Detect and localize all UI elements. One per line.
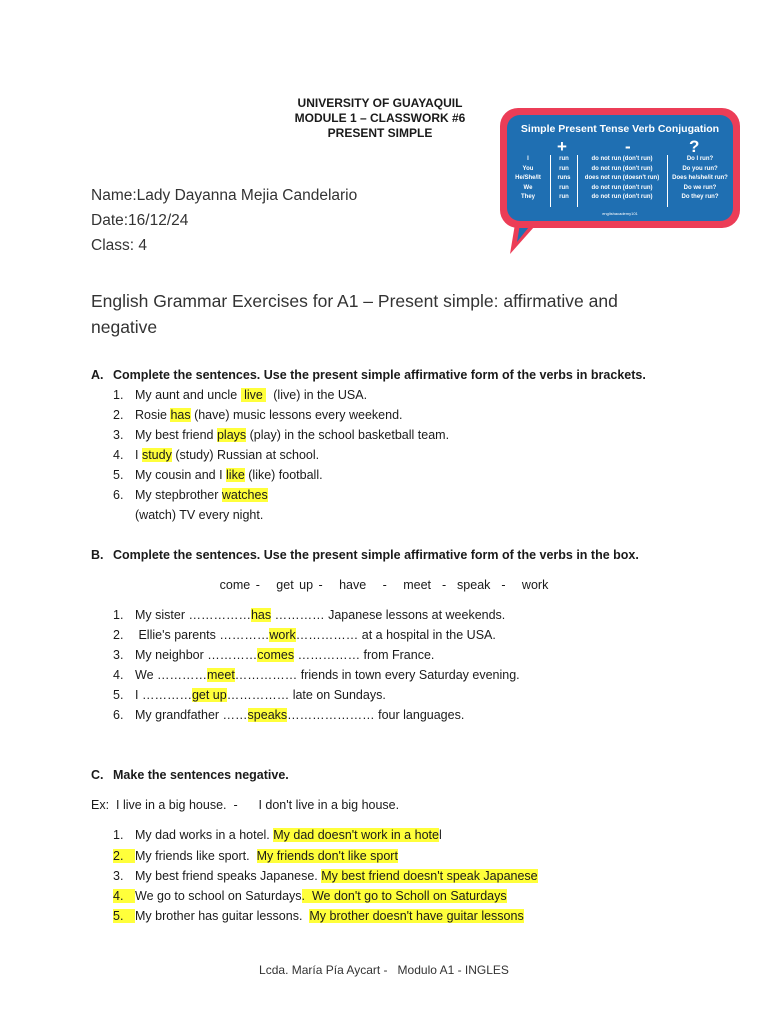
list-item: 1. My sister ……………has ………… Japanese lessons at weekends. bbox=[113, 608, 506, 622]
student-class: Class: 4 bbox=[91, 237, 147, 254]
bubble-subjects: I You He/She/It We They bbox=[515, 156, 541, 200]
answer: study bbox=[141, 448, 172, 462]
list-item: 1. My aunt and uncle live (live) in the USA. bbox=[113, 388, 368, 402]
question-symbol: ? bbox=[689, 137, 700, 156]
topic-title: PRESENT SIMPLE bbox=[327, 126, 433, 140]
bubble-title: Simple Present Tense Verb Conjugation bbox=[520, 123, 720, 135]
bubble-affirmative: run run runs run run bbox=[557, 156, 571, 200]
list-item: 5. My cousin and I like (like) football. bbox=[113, 468, 323, 482]
section-b-heading: B. Complete the sentences. Use the present simple affirmative form of the verbs in the box. bbox=[91, 548, 639, 562]
answer: get up bbox=[191, 688, 227, 702]
answer: like bbox=[226, 468, 245, 482]
minus-symbol: - bbox=[625, 137, 631, 156]
answer: . We don't go to Scholl on Saturdays bbox=[301, 889, 507, 903]
university-title: UNIVERSITY OF GUAYAQUIL bbox=[297, 96, 463, 110]
answer: live bbox=[240, 388, 267, 402]
conjugation-bubble bbox=[500, 108, 740, 228]
list-item: 3. My neighbor …………comes …………… from France. bbox=[113, 648, 435, 662]
student-name: Name:Lady Dayanna Mejia Candelario bbox=[91, 187, 358, 204]
list-item: 4. I study (study) Russian at school. bbox=[113, 448, 320, 462]
section-c-heading: C. Make the sentences negative. bbox=[91, 768, 289, 782]
bubble-footer: englishacademy101 bbox=[602, 211, 638, 216]
bubble-negative: do not run (don't run) do not run (don't run) does not run (doesn't run) do not run (don't run) do not run (don't run) bbox=[584, 156, 660, 200]
list-item: 2. Rosie has (have) music lessons every weekend. bbox=[113, 408, 403, 422]
section-a-heading: A. Complete the sentences. Use the present simple affirmative form of the verbs in brackets. bbox=[91, 368, 646, 382]
answer: watches bbox=[221, 488, 268, 502]
list-item: 3. My best friend speaks Japanese. My best friend doesn't speak Japanese bbox=[113, 869, 538, 883]
answer: comes bbox=[257, 648, 295, 662]
list-item: 4. We …………meet…………… friends in town every Saturday evening. bbox=[113, 668, 520, 682]
page-footer: Lcda. María Pía Aycart - Modulo A1 - INGLES bbox=[259, 963, 509, 977]
answer: My brother doesn't have guitar lessons bbox=[309, 909, 524, 923]
answer: has bbox=[250, 608, 272, 622]
answer: My friends don't like sport bbox=[256, 849, 398, 863]
list-item: 5. I …………get up…………… late on Sundays. bbox=[113, 688, 386, 702]
answer: My dad doesn't work in a hote bbox=[273, 828, 439, 842]
answer: My best friend doesn't speak Japanese bbox=[321, 869, 538, 883]
word-box: come - get up - have - meet - speak - work bbox=[219, 578, 549, 592]
list-item-continuation: (watch) TV every night. bbox=[135, 508, 264, 522]
answer: plays bbox=[216, 428, 247, 442]
answer: speaks bbox=[247, 708, 288, 722]
answer: meet bbox=[207, 668, 235, 682]
answer: work bbox=[269, 628, 296, 642]
answer: has bbox=[170, 408, 191, 422]
list-item: 6. My stepbrother watches bbox=[113, 488, 268, 502]
list-item: 3. My best friend plays (play) in the school basketball team. bbox=[113, 428, 450, 442]
list-item: 1. My dad works in a hotel. My dad doesn't work in a hotel bbox=[113, 828, 442, 842]
list-item: 2. Ellie's parents …………work…………… at a hospital in the USA. bbox=[113, 628, 496, 642]
bubble-questions: Do I run? Do you run? Does he/she/it run? Do we run? Do they run? bbox=[672, 156, 728, 200]
plus-symbol: + bbox=[557, 137, 567, 156]
student-date: Date:16/12/24 bbox=[91, 212, 189, 229]
list-item: 5. My brother has guitar lessons. My brother doesn't have guitar lessons bbox=[113, 909, 524, 923]
list-item: 6. My grandfather ……speaks………………… four languages. bbox=[113, 708, 465, 722]
module-title: MODULE 1 – CLASSWORK #6 bbox=[294, 111, 466, 125]
list-item: 4. We go to school on Saturdays. We don't go to Scholl on Saturdays bbox=[113, 889, 507, 903]
example-sentence: Ex: I live in a big house. - I don't live in a big house. bbox=[91, 798, 400, 812]
exercise-title: English Grammar Exercises for A1 – Present simple: affirmative and negative bbox=[91, 291, 618, 337]
list-item: 2. My friends like sport. My friends don't like sport bbox=[113, 849, 398, 863]
